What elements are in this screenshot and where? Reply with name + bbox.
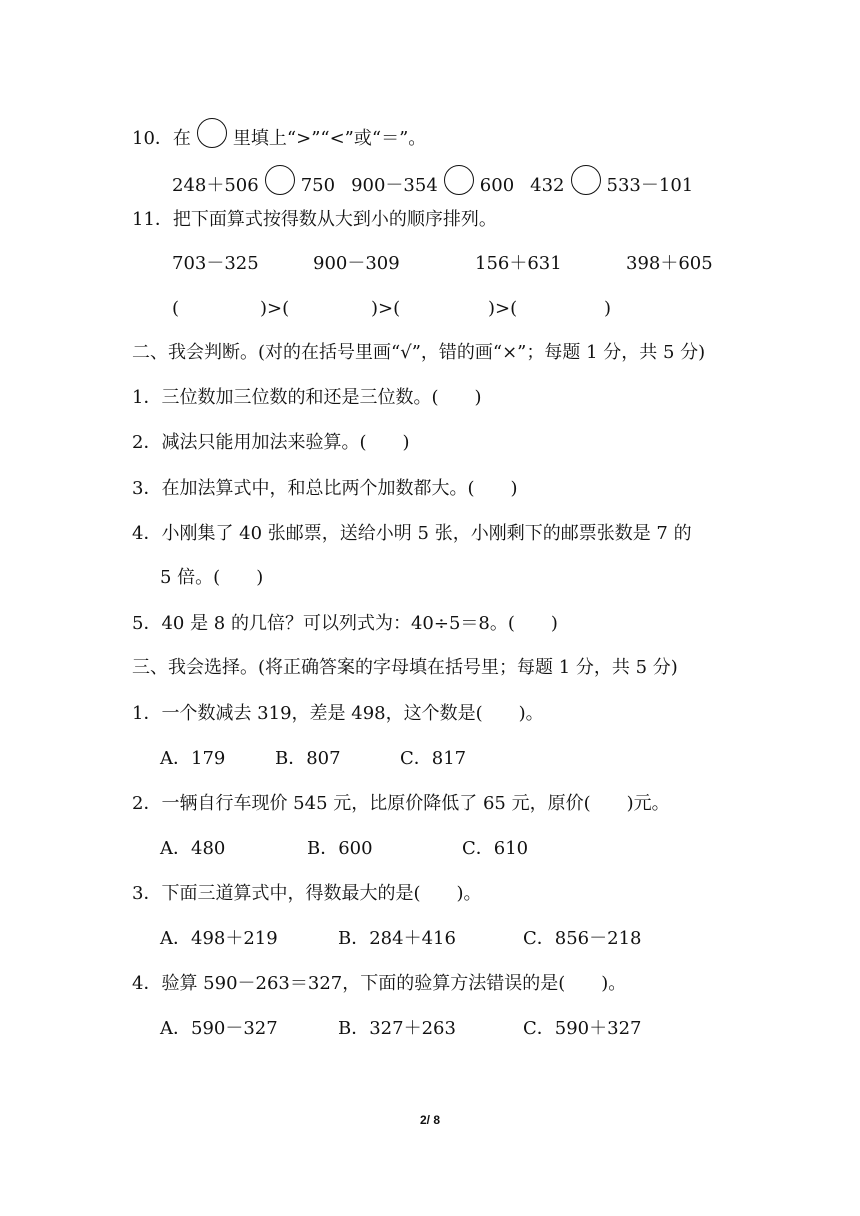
section3-title: 三、我会选择。(将正确答案的字母填在括号里；每题 1 分，共 5 分) bbox=[132, 657, 678, 678]
q10-blank-3[interactable] bbox=[571, 165, 601, 195]
q11-paren-4: )>( bbox=[488, 298, 518, 319]
page-number: 2/ 8 bbox=[419, 1113, 440, 1127]
q10-blank-2[interactable] bbox=[444, 165, 474, 195]
q11-paren-5: ) bbox=[604, 298, 612, 319]
s3-q4-option-b: B．327＋263 bbox=[338, 1018, 456, 1039]
s3-q3-option-b: B．284＋416 bbox=[338, 928, 456, 949]
q11-instruction: 11．把下面算式按得数从大到小的顺序排列。 bbox=[132, 209, 497, 230]
s3-q1: 1．一个数减去 319，差是 498，这个数是( )。 bbox=[132, 703, 544, 724]
q10-blank-1[interactable] bbox=[265, 165, 295, 195]
s2-item-5: 5．40 是 8 的几倍？可以列式为：40÷5＝8。( ) bbox=[132, 613, 558, 634]
s3-q1-option-b: B．807 bbox=[275, 748, 341, 769]
s2-item-4: 4．小刚集了 40 张邮票，送给小明 5 张，小刚剩下的邮票张数是 7 的 bbox=[132, 523, 692, 544]
s3-q2-option-c: C．610 bbox=[462, 838, 529, 859]
s3-q4-option-c: C．590＋327 bbox=[523, 1018, 642, 1039]
circle-blank-icon bbox=[197, 118, 227, 148]
s3-q4-option-a: A．590－327 bbox=[160, 1018, 278, 1039]
q11-paren-1: ( bbox=[172, 298, 180, 319]
q11-paren-3: )>( bbox=[371, 298, 401, 319]
q11-paren-2: )>( bbox=[260, 298, 290, 319]
q10-expr2-right: 600 bbox=[479, 175, 515, 196]
s3-q3: 3．下面三道算式中，得数最大的是( )。 bbox=[132, 883, 482, 904]
q10-expr2-left: 900－354 bbox=[351, 175, 438, 196]
q10-label: 10．在 bbox=[132, 128, 191, 149]
q11-expr-3: 156＋631 bbox=[475, 253, 562, 274]
s2-item-2: 2．减法只能用加法来验算。( ) bbox=[132, 432, 410, 453]
section2-title: 二、我会判断。(对的在括号里画“√”，错的画“×”；每题 1 分，共 5 分) bbox=[132, 342, 706, 363]
s3-q2-option-a: A．480 bbox=[160, 838, 226, 859]
s3-q1-option-c: C．817 bbox=[400, 748, 467, 769]
s3-q3-option-a: A．498＋219 bbox=[160, 928, 278, 949]
s2-item-3: 3．在加法算式中，和总比两个加数都大。( ) bbox=[132, 478, 518, 499]
q10-expr3-left: 432 bbox=[530, 175, 565, 196]
q10-expr3-right: 533－101 bbox=[606, 175, 694, 196]
s2-item-4-cont: 5 倍。( ) bbox=[160, 567, 264, 588]
s3-q2-option-b: B．600 bbox=[307, 838, 373, 859]
q10-expr1-right: 750 bbox=[300, 175, 336, 196]
s3-q2: 2．一辆自行车现价 545 元，比原价降低了 65 元，原价( )元。 bbox=[132, 793, 670, 814]
s2-item-1: 1．三位数加三位数的和还是三位数。( ) bbox=[132, 387, 482, 408]
q11-expr-1: 703－325 bbox=[172, 253, 259, 274]
q10-rest: 里填上“>”“<”或“＝”。 bbox=[232, 128, 427, 149]
s3-q3-option-c: C．856－218 bbox=[523, 928, 642, 949]
q11-expr-4: 398＋605 bbox=[626, 253, 713, 274]
s3-q1-option-a: A．179 bbox=[160, 748, 226, 769]
q10-instruction bbox=[132, 118, 426, 151]
q11-expr-2: 900－309 bbox=[313, 253, 400, 274]
s3-q4: 4．验算 590－263＝327，下面的验算方法错误的是( )。 bbox=[132, 973, 627, 994]
q10-expressions bbox=[172, 165, 693, 198]
q10-expr1-left: 248＋506 bbox=[172, 175, 259, 196]
